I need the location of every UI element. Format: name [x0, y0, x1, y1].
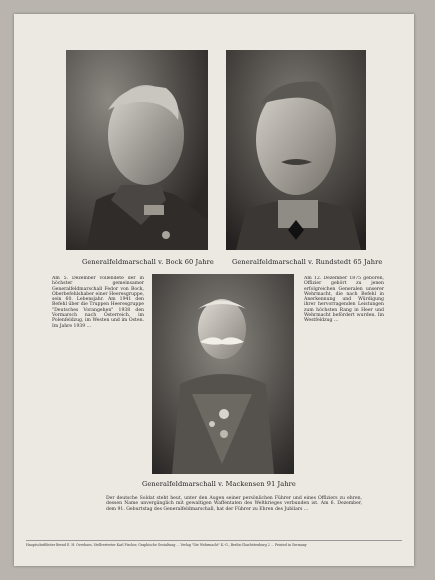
- article-bottom-text: Der deutsche Soldat steht heut, unter den Augen seiner persönlichen Führer und eines Offiziers zu ehren, dessen Name unvergänglich mit gewaltigen Waffentaten des Weltkrieges verbunden ist. Am 6. Dezember, dem 91. Geburtstag des Generalfeldmarschall, hat der Führer zu Ehren des Jubilars ...: [106, 496, 362, 512]
- portrait-bock: [66, 50, 208, 250]
- imprint-footer: Hauptschriftleiter Bernd E. H. Overhues, Stellvertreter Karl Fischer, Graphische Gestaltung ... Verlag "Die Wehrmacht" K.-G., Berlin-Charlottenburg 2 ... Printed in Germany: [26, 540, 402, 547]
- article-right-column: Am 12. Dezember 1875 geboren, Offizier gehört zu jenen erfolgreichen Generalen unserer Wehrmacht, die nach Befehl in Anerkennung und Würdigung ihrer hervorragenden Leistungen zum höchsten Rang in Heer und Wehrmacht befördert wurden. Im Westfeldzug ...: [304, 276, 384, 324]
- portrait-rundstedt: [226, 50, 366, 250]
- portrait-mackensen-image: [152, 274, 294, 474]
- portrait-mackensen: [152, 274, 294, 474]
- article-left-column: Am 5. Dezember vollendete der in höchster gemeinsamer Generalfeldmarschall Fedor von Bock, Oberbefehlshaber einer Heeresgruppe, sein 60. Lebensjahr. Am 1941 den Befehl über die Truppen Heeresgruppe "Deutsches Vorangehen" 1938 den Vormarsch nach Österreich, im Polenfeldzug, im Westen und im Osten. Im Jahre 1939 ...: [52, 276, 144, 329]
- caption-rundstedt: Generalfeldmarschall v. Rundstedt 65 Jahre: [232, 258, 383, 266]
- caption-mackensen: Generalfeldmarschall v. Mackensen 91 Jahre: [142, 480, 296, 488]
- caption-bock: Generalfeldmarschall v. Bock 60 Jahre: [82, 258, 214, 266]
- portrait-rundstedt-image: [226, 50, 366, 250]
- portrait-bock-image: [66, 50, 208, 250]
- magazine-page: [14, 14, 414, 566]
